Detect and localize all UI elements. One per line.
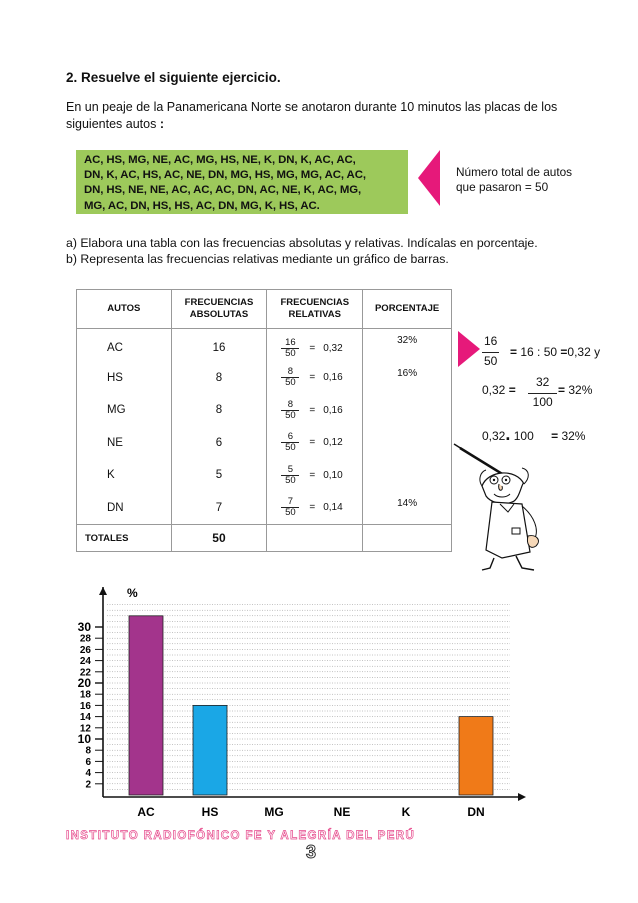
bar-ac (129, 616, 163, 795)
calc-division (510, 345, 600, 359)
total-note (456, 165, 572, 195)
page-number: 3 (306, 842, 317, 862)
plates-line: AC, HS, MG, NE, AC, MG, HS, NE, K, DN, K, AC, AC, (84, 154, 356, 166)
calc-line-1 (482, 333, 499, 370)
intro-line-1: En un peaje de la Panamericana Norte se anotaron durante 10 minutos las placas de los (66, 100, 558, 114)
bar-chart (70, 575, 530, 819)
eq-sign: = (309, 342, 316, 354)
plates-line: MG, AC, DN, HS, HS, AC, DN, MG, K, HS, AC. (84, 199, 320, 212)
frac-num: 7 (281, 497, 299, 508)
y-tick-label: 26 (79, 644, 91, 656)
eq-sign: = (309, 502, 316, 514)
cell-relative (267, 394, 363, 427)
frac-value: 0,12 (323, 437, 343, 449)
calc-division-text: 16 : 50 (520, 345, 558, 359)
calc-mult-lhs: 0,32 (482, 429, 506, 443)
table-row (77, 459, 452, 492)
frac-value: 0,16 (323, 404, 343, 416)
totals-value: 50 (171, 525, 267, 552)
header-text: ABSOLUTAS (189, 309, 249, 320)
frac-value: 0,16 (323, 372, 343, 384)
cell-absolute: 16 (171, 329, 267, 362)
bar-dn (459, 717, 493, 795)
frac-den: 50 (285, 409, 296, 421)
calc-frac-num: 16 (482, 333, 499, 353)
cell-percentage (363, 459, 452, 492)
header-text: FRECUENCIAS (184, 297, 254, 308)
cell-relative (267, 362, 363, 395)
calc-mult-result: 32% (561, 429, 586, 443)
cell-percentage: 14% (363, 492, 452, 525)
calc-result: 0,32 y (567, 345, 601, 359)
frac-num: 16 (281, 338, 299, 349)
table-header-row (77, 290, 452, 329)
calc-eq: = (551, 429, 559, 443)
table-row (77, 394, 452, 427)
plates-box (76, 150, 408, 214)
y-tick-label: 30 (77, 620, 91, 634)
eq-sign: = (309, 437, 316, 449)
table-row (77, 329, 452, 362)
y-tick-label: 10 (77, 732, 91, 746)
cell-auto: DN (77, 492, 172, 525)
y-tick-label: 16 (79, 700, 91, 712)
y-tick-label: 8 (85, 745, 91, 757)
frac-num: 6 (281, 432, 299, 443)
calc-pct-result: 32% (568, 383, 593, 397)
frac-den: 50 (285, 507, 296, 519)
y-tick-label: 12 (79, 723, 91, 735)
calc-pct-fraction (528, 374, 557, 411)
plates-line: DN, HS, NE, NE, AC, AC, AC, DN, AC, NE, K, AC, MG, (84, 184, 362, 197)
table-row (77, 427, 452, 460)
cell-auto: MG (77, 394, 172, 427)
cell-absolute: 7 (171, 492, 267, 525)
cell-percentage: 16% (363, 362, 452, 395)
cell-absolute: 6 (171, 427, 267, 460)
cell-relative (267, 459, 363, 492)
calc-eq: = (560, 345, 568, 359)
totals-row (77, 525, 452, 552)
bar-hs (193, 705, 227, 795)
totals-label: TOTALES (77, 525, 172, 552)
y-tick-label: 22 (79, 667, 91, 679)
y-tick-label: 24 (79, 656, 91, 668)
intro-line-2: siguientes autos (66, 117, 157, 131)
cell-relative (267, 329, 363, 362)
x-axis-arrow-icon (518, 793, 526, 801)
header-text: RELATIVAS (288, 309, 341, 320)
professor-illustration (442, 440, 572, 572)
col-header-percentage: PORCENTAJE (363, 290, 452, 329)
task-list (66, 235, 538, 267)
calc-line-2 (482, 383, 516, 397)
frequency-table (76, 289, 452, 552)
cell-percentage (363, 394, 452, 427)
col-header-absolute (171, 290, 267, 329)
chart-grid (107, 605, 510, 790)
y-axis-arrow-icon (99, 587, 107, 595)
x-tick-label: HS (201, 805, 219, 819)
y-tick-label: 6 (85, 756, 91, 768)
task-a: a) Elabora una tabla con las frecuencias absolutas y relativas. Indícalas en porcentaje. (66, 236, 538, 250)
frac-value: 0,14 (323, 502, 343, 514)
frac-num: 5 (281, 465, 299, 476)
footer-institution: INSTITUTO RADIOFÓNICO FE Y ALEGRÍA DEL PERÚ (66, 830, 416, 842)
y-tick-label: 14 (79, 712, 91, 724)
task-b: b) Representa las frecuencias relativas mediante un gráfico de barras. (66, 252, 449, 266)
calc-eq: = (508, 383, 516, 397)
eq-sign: = (309, 372, 316, 384)
pink-arrow-icon (418, 150, 440, 206)
plates-line: DN, K, AC, HS, AC, NE, DN, MG, HS, MG, MG, AC, AC, (84, 169, 366, 182)
total-note-line-2: que pasaron = 50 (456, 180, 549, 194)
y-tick-label: 2 (85, 779, 91, 791)
frac-num: 8 (281, 400, 299, 411)
eq-sign: = (309, 469, 316, 481)
calc-pct-den: 100 (532, 395, 553, 409)
cell-auto: AC (77, 329, 172, 362)
pink-arrow-icon (458, 331, 480, 367)
x-tick-label: AC (137, 805, 155, 819)
intro-colon: : (159, 117, 164, 131)
y-tick-label: 20 (77, 676, 91, 690)
calc-frac-den: 50 (484, 354, 498, 368)
header-text: FRECUENCIAS (280, 297, 350, 308)
chart-bars (129, 616, 493, 795)
total-note-line-1: Número total de autos (456, 165, 573, 179)
cell-percentage (363, 427, 452, 460)
totals-empty-cell (363, 525, 452, 552)
y-tick-label: 18 (79, 689, 91, 701)
calc-pct-num: 32 (528, 374, 557, 394)
col-header-relative (267, 290, 363, 329)
cell-auto: K (77, 459, 172, 492)
col-header-autos: AUTOS (77, 290, 172, 329)
calc-eq: = (558, 383, 566, 397)
y-tick-label: 4 (85, 768, 91, 780)
cell-relative (267, 427, 363, 460)
x-tick-label: MG (264, 805, 284, 819)
cell-relative (267, 492, 363, 525)
cell-absolute: 8 (171, 362, 267, 395)
frac-den: 50 (285, 377, 296, 389)
frac-den: 50 (285, 347, 296, 359)
calc-dot: . (505, 424, 511, 444)
table-row (77, 492, 452, 525)
cell-absolute: 5 (171, 459, 267, 492)
x-tick-label: NE (333, 805, 351, 819)
eq-sign: = (309, 404, 316, 416)
frac-num: 8 (281, 367, 299, 378)
calc-mult-rhs: 100 (513, 429, 534, 443)
calc-eq: = (510, 345, 518, 359)
frac-value: 0,32 (323, 342, 343, 354)
x-tick-label: DN (467, 805, 485, 819)
table-row (77, 362, 452, 395)
x-tick-label: K (401, 805, 411, 819)
exercise-heading: 2. Resuelve el siguiente ejercicio. (66, 70, 281, 85)
exercise-intro (66, 99, 586, 133)
y-axis-label: % (127, 586, 138, 600)
frac-den: 50 (285, 474, 296, 486)
calc-pct-result-wrap (558, 383, 592, 397)
cell-absolute: 8 (171, 394, 267, 427)
cell-percentage: 32% (363, 329, 452, 362)
frac-den: 50 (285, 442, 296, 454)
calc-pct-lhs: 0,32 (482, 383, 506, 397)
y-tick-label: 28 (79, 633, 91, 645)
cell-auto: HS (77, 362, 172, 395)
frac-value: 0,10 (323, 469, 343, 481)
cell-auto: NE (77, 427, 172, 460)
totals-empty-cell (267, 525, 363, 552)
